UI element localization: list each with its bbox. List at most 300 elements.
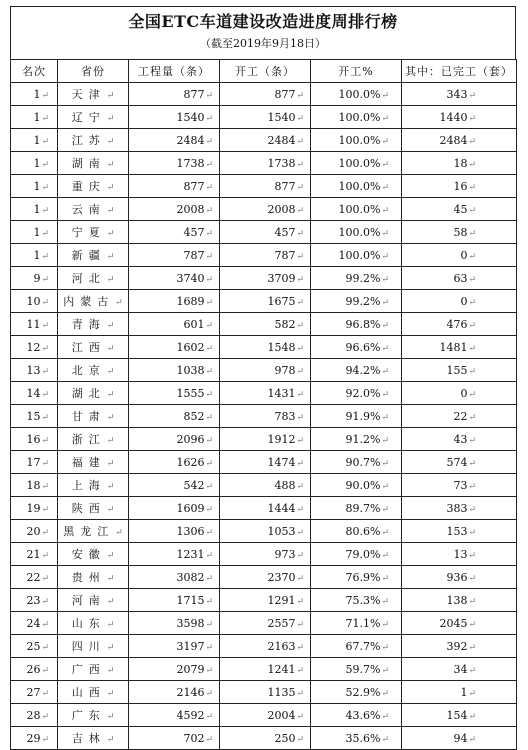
rank-cell: 15↵ xyxy=(11,405,58,428)
column-header-started: 开工（条） xyxy=(220,60,311,83)
paragraph-mark-icon: ↵ xyxy=(381,734,389,745)
province-cell: 山西↵ xyxy=(58,681,129,704)
paragraph-mark-icon: ↵ xyxy=(205,435,213,446)
started-percent-cell: 80.6%↵ xyxy=(311,520,402,543)
paragraph-mark-icon: ↵ xyxy=(296,619,304,630)
paragraph-mark-icon: ↵ xyxy=(468,665,476,676)
paragraph-mark-icon: ↵ xyxy=(41,159,49,170)
paragraph-mark-icon: ↵ xyxy=(296,412,304,423)
paragraph-mark-icon: ↵ xyxy=(205,573,213,584)
province-cell: 贵州↵ xyxy=(58,566,129,589)
column-header-rank: 名次 xyxy=(11,60,58,83)
table-row xyxy=(11,704,517,727)
paragraph-mark-icon: ↵ xyxy=(41,366,49,377)
started-percent-cell: 76.9%↵ xyxy=(311,566,402,589)
paragraph-mark-icon: ↵ xyxy=(296,665,304,676)
paragraph-mark-icon: ↵ xyxy=(205,596,213,607)
paragraph-mark-icon: ↵ xyxy=(106,367,115,377)
province-cell: 天津↵ xyxy=(58,83,129,106)
paragraph-mark-icon: ↵ xyxy=(296,90,304,101)
paragraph-mark-icon: ↵ xyxy=(41,734,49,745)
province-cell: 北京↵ xyxy=(58,359,129,382)
table-row xyxy=(11,428,517,451)
paragraph-mark-icon: ↵ xyxy=(106,390,115,400)
paragraph-mark-icon: ↵ xyxy=(296,435,304,446)
completed-cell: 476↵ xyxy=(402,313,517,336)
rank-cell: 28↵ xyxy=(11,704,58,727)
workload-cell: 3740↵ xyxy=(129,267,220,290)
paragraph-mark-icon: ↵ xyxy=(106,344,115,354)
started-cell: 1291↵ xyxy=(220,589,311,612)
paragraph-mark-icon: ↵ xyxy=(106,91,115,101)
started-percent-cell: 75.3%↵ xyxy=(311,589,402,612)
paragraph-mark-icon: ↵ xyxy=(468,113,476,124)
started-percent-cell: 59.7%↵ xyxy=(311,658,402,681)
paragraph-mark-icon: ↵ xyxy=(205,481,213,492)
paragraph-mark-icon: ↵ xyxy=(106,206,115,216)
paragraph-mark-icon: ↵ xyxy=(106,666,115,676)
paragraph-mark-icon: ↵ xyxy=(41,297,49,308)
rank-cell: 1↵ xyxy=(11,83,58,106)
paragraph-mark-icon: ↵ xyxy=(468,458,476,469)
paragraph-mark-icon: ↵ xyxy=(41,412,49,423)
paragraph-mark-icon: ↵ xyxy=(205,412,213,423)
paragraph-mark-icon: ↵ xyxy=(381,182,389,193)
paragraph-mark-icon: ↵ xyxy=(41,711,49,722)
table-row xyxy=(11,566,517,589)
paragraph-mark-icon: ↵ xyxy=(205,527,213,538)
paragraph-mark-icon: ↵ xyxy=(296,573,304,584)
paragraph-mark-icon: ↵ xyxy=(205,458,213,469)
workload-cell: 1715↵ xyxy=(129,589,220,612)
workload-cell: 3598↵ xyxy=(129,612,220,635)
paragraph-mark-icon: ↵ xyxy=(296,596,304,607)
workload-cell: 3082↵ xyxy=(129,566,220,589)
rank-cell: 1↵ xyxy=(11,106,58,129)
paragraph-mark-icon: ↵ xyxy=(205,619,213,630)
paragraph-mark-icon: ↵ xyxy=(296,136,304,147)
started-cell: 1135↵ xyxy=(220,681,311,704)
completed-cell: 1481↵ xyxy=(402,336,517,359)
completed-cell: 0↵ xyxy=(402,290,517,313)
started-cell: 2004↵ xyxy=(220,704,311,727)
completed-cell: 0↵ xyxy=(402,244,517,267)
paragraph-mark-icon: ↵ xyxy=(296,688,304,699)
paragraph-mark-icon: ↵ xyxy=(205,320,213,331)
province-cell: 新疆↵ xyxy=(58,244,129,267)
paragraph-mark-icon: ↵ xyxy=(205,343,213,354)
table-row xyxy=(11,83,517,106)
column-header-province: 省份 xyxy=(58,60,129,83)
province-cell: 广东↵ xyxy=(58,704,129,727)
paragraph-mark-icon: ↵ xyxy=(205,136,213,147)
province-cell: 湖北↵ xyxy=(58,382,129,405)
paragraph-mark-icon: ↵ xyxy=(296,297,304,308)
started-percent-cell: 96.8%↵ xyxy=(311,313,402,336)
paragraph-mark-icon: ↵ xyxy=(381,136,389,147)
started-cell: 783↵ xyxy=(220,405,311,428)
started-cell: 1053↵ xyxy=(220,520,311,543)
paragraph-mark-icon: ↵ xyxy=(205,665,213,676)
table-row xyxy=(11,313,517,336)
paragraph-mark-icon: ↵ xyxy=(468,642,476,653)
paragraph-mark-icon: ↵ xyxy=(381,504,389,515)
paragraph-mark-icon: ↵ xyxy=(41,389,49,400)
paragraph-mark-icon: ↵ xyxy=(468,412,476,423)
rank-cell: 1↵ xyxy=(11,129,58,152)
paragraph-mark-icon: ↵ xyxy=(468,619,476,630)
paragraph-mark-icon: ↵ xyxy=(115,298,123,308)
workload-cell: 1689↵ xyxy=(129,290,220,313)
paragraph-mark-icon: ↵ xyxy=(41,688,49,699)
paragraph-mark-icon: ↵ xyxy=(468,504,476,515)
paragraph-mark-icon: ↵ xyxy=(296,366,304,377)
table-row xyxy=(11,336,517,359)
started-cell: 2163↵ xyxy=(220,635,311,658)
started-percent-cell: 91.9%↵ xyxy=(311,405,402,428)
paragraph-mark-icon: ↵ xyxy=(41,113,49,124)
workload-cell: 877↵ xyxy=(129,175,220,198)
workload-cell: 1038↵ xyxy=(129,359,220,382)
rank-cell: 27↵ xyxy=(11,681,58,704)
table-row xyxy=(11,520,517,543)
completed-cell: 343↵ xyxy=(402,83,517,106)
workload-cell: 787↵ xyxy=(129,244,220,267)
province-cell: 河北↵ xyxy=(58,267,129,290)
paragraph-mark-icon: ↵ xyxy=(205,711,213,722)
paragraph-mark-icon: ↵ xyxy=(296,113,304,124)
table-row xyxy=(11,589,517,612)
paragraph-mark-icon: ↵ xyxy=(296,642,304,653)
table-row xyxy=(11,290,517,313)
completed-cell: 0↵ xyxy=(402,382,517,405)
completed-cell: 16↵ xyxy=(402,175,517,198)
table-row xyxy=(11,681,517,704)
paragraph-mark-icon: ↵ xyxy=(41,573,49,584)
province-cell: 山东↵ xyxy=(58,612,129,635)
completed-cell: 1440↵ xyxy=(402,106,517,129)
started-percent-cell: 35.6%↵ xyxy=(311,727,402,750)
paragraph-mark-icon: ↵ xyxy=(296,504,304,515)
workload-cell: 457↵ xyxy=(129,221,220,244)
paragraph-mark-icon: ↵ xyxy=(468,527,476,538)
paragraph-mark-icon: ↵ xyxy=(296,734,304,745)
province-cell: 浙江↵ xyxy=(58,428,129,451)
province-cell: 甘肃↵ xyxy=(58,405,129,428)
table-row xyxy=(11,612,517,635)
paragraph-mark-icon: ↵ xyxy=(106,712,115,722)
started-cell: 1444↵ xyxy=(220,497,311,520)
paragraph-mark-icon: ↵ xyxy=(205,297,213,308)
paragraph-mark-icon: ↵ xyxy=(468,251,476,262)
paragraph-mark-icon: ↵ xyxy=(381,343,389,354)
paragraph-mark-icon: ↵ xyxy=(106,436,115,446)
province-cell: 陕西↵ xyxy=(58,497,129,520)
table-row xyxy=(11,198,517,221)
table-row xyxy=(11,221,517,244)
paragraph-mark-icon: ↵ xyxy=(41,435,49,446)
workload-cell: 1626↵ xyxy=(129,451,220,474)
rank-cell: 29↵ xyxy=(11,727,58,750)
province-cell: 广西↵ xyxy=(58,658,129,681)
paragraph-mark-icon: ↵ xyxy=(41,251,49,262)
paragraph-mark-icon: ↵ xyxy=(468,205,476,216)
started-percent-cell: 100.0%↵ xyxy=(311,198,402,221)
workload-cell: 2484↵ xyxy=(129,129,220,152)
workload-cell: 852↵ xyxy=(129,405,220,428)
workload-cell: 877↵ xyxy=(129,83,220,106)
rank-cell: 26↵ xyxy=(11,658,58,681)
rank-cell: 19↵ xyxy=(11,497,58,520)
paragraph-mark-icon: ↵ xyxy=(106,689,115,699)
started-percent-cell: 96.6%↵ xyxy=(311,336,402,359)
started-cell: 1912↵ xyxy=(220,428,311,451)
paragraph-mark-icon: ↵ xyxy=(106,643,115,653)
paragraph-mark-icon: ↵ xyxy=(381,412,389,423)
table-row xyxy=(11,497,517,520)
started-percent-cell: 94.2%↵ xyxy=(311,359,402,382)
rank-cell: 22↵ xyxy=(11,566,58,589)
paragraph-mark-icon: ↵ xyxy=(381,228,389,239)
rank-cell: 18↵ xyxy=(11,474,58,497)
paragraph-mark-icon: ↵ xyxy=(381,435,389,446)
paragraph-mark-icon: ↵ xyxy=(106,597,115,607)
started-percent-cell: 99.2%↵ xyxy=(311,290,402,313)
started-percent-cell: 100.0%↵ xyxy=(311,152,402,175)
rank-cell: 17↵ xyxy=(11,451,58,474)
paragraph-mark-icon: ↵ xyxy=(106,137,115,147)
paragraph-mark-icon: ↵ xyxy=(205,251,213,262)
paragraph-mark-icon: ↵ xyxy=(41,619,49,630)
paragraph-mark-icon: ↵ xyxy=(296,251,304,262)
paragraph-mark-icon: ↵ xyxy=(106,574,115,584)
started-cell: 2008↵ xyxy=(220,198,311,221)
paragraph-mark-icon: ↵ xyxy=(41,136,49,147)
paragraph-mark-icon: ↵ xyxy=(205,228,213,239)
started-cell: 3709↵ xyxy=(220,267,311,290)
paragraph-mark-icon: ↵ xyxy=(106,114,115,124)
paragraph-mark-icon: ↵ xyxy=(106,275,115,285)
page-title: 全国ETC车道建设改造进度周排行榜 xyxy=(128,12,398,31)
paragraph-mark-icon: ↵ xyxy=(381,320,389,331)
paragraph-mark-icon: ↵ xyxy=(205,504,213,515)
paragraph-mark-icon: ↵ xyxy=(41,596,49,607)
paragraph-mark-icon: ↵ xyxy=(296,527,304,538)
paragraph-mark-icon: ↵ xyxy=(296,711,304,722)
paragraph-mark-icon: ↵ xyxy=(205,113,213,124)
paragraph-mark-icon: ↵ xyxy=(468,550,476,561)
province-cell: 辽宁↵ xyxy=(58,106,129,129)
province-cell: 河南↵ xyxy=(58,589,129,612)
paragraph-mark-icon: ↵ xyxy=(106,321,115,331)
paragraph-mark-icon: ↵ xyxy=(205,159,213,170)
started-cell: 1540↵ xyxy=(220,106,311,129)
paragraph-mark-icon: ↵ xyxy=(106,482,115,492)
workload-cell: 1555↵ xyxy=(129,382,220,405)
province-cell: 上海↵ xyxy=(58,474,129,497)
started-cell: 787↵ xyxy=(220,244,311,267)
paragraph-mark-icon: ↵ xyxy=(106,160,115,170)
paragraph-mark-icon: ↵ xyxy=(381,550,389,561)
paragraph-mark-icon: ↵ xyxy=(106,505,115,515)
paragraph-mark-icon: ↵ xyxy=(468,136,476,147)
rank-cell: 1↵ xyxy=(11,244,58,267)
table-row xyxy=(11,451,517,474)
completed-cell: 2484↵ xyxy=(402,129,517,152)
paragraph-mark-icon: ↵ xyxy=(296,550,304,561)
paragraph-mark-icon: ↵ xyxy=(381,113,389,124)
table-row xyxy=(11,405,517,428)
workload-cell: 4592↵ xyxy=(129,704,220,727)
workload-cell: 2079↵ xyxy=(129,658,220,681)
completed-cell: 153↵ xyxy=(402,520,517,543)
started-cell: 2484↵ xyxy=(220,129,311,152)
paragraph-mark-icon: ↵ xyxy=(205,642,213,653)
paragraph-mark-icon: ↵ xyxy=(106,551,115,561)
column-header-started-percent: 开工% xyxy=(311,60,402,83)
rank-cell: 21↵ xyxy=(11,543,58,566)
paragraph-mark-icon: ↵ xyxy=(41,550,49,561)
started-cell: 978↵ xyxy=(220,359,311,382)
rank-cell: 11↵ xyxy=(11,313,58,336)
table-row xyxy=(11,543,517,566)
paragraph-mark-icon: ↵ xyxy=(41,527,49,538)
completed-cell: 383↵ xyxy=(402,497,517,520)
table-row xyxy=(11,635,517,658)
paragraph-mark-icon: ↵ xyxy=(106,413,115,423)
province-cell: 江苏↵ xyxy=(58,129,129,152)
rank-cell: 1↵ xyxy=(11,198,58,221)
paragraph-mark-icon: ↵ xyxy=(468,435,476,446)
completed-cell: 34↵ xyxy=(402,658,517,681)
paragraph-mark-icon: ↵ xyxy=(41,320,49,331)
completed-cell: 18↵ xyxy=(402,152,517,175)
rank-cell: 25↵ xyxy=(11,635,58,658)
province-cell: 内蒙古↵ xyxy=(58,290,129,313)
paragraph-mark-icon: ↵ xyxy=(381,481,389,492)
rank-cell: 1↵ xyxy=(11,152,58,175)
province-cell: 青海↵ xyxy=(58,313,129,336)
started-cell: 1474↵ xyxy=(220,451,311,474)
table-row xyxy=(11,175,517,198)
paragraph-mark-icon: ↵ xyxy=(468,320,476,331)
paragraph-mark-icon: ↵ xyxy=(381,527,389,538)
completed-cell: 13↵ xyxy=(402,543,517,566)
paragraph-mark-icon: ↵ xyxy=(468,366,476,377)
paragraph-mark-icon: ↵ xyxy=(41,205,49,216)
column-header-workload: 工程量（条） xyxy=(129,60,220,83)
paragraph-mark-icon: ↵ xyxy=(468,573,476,584)
rank-cell: 12↵ xyxy=(11,336,58,359)
paragraph-mark-icon: ↵ xyxy=(205,90,213,101)
paragraph-mark-icon: ↵ xyxy=(381,596,389,607)
started-cell: 973↵ xyxy=(220,543,311,566)
started-cell: 457↵ xyxy=(220,221,311,244)
paragraph-mark-icon: ↵ xyxy=(296,458,304,469)
completed-cell: 22↵ xyxy=(402,405,517,428)
paragraph-mark-icon: ↵ xyxy=(381,458,389,469)
paragraph-mark-icon: ↵ xyxy=(381,297,389,308)
started-percent-cell: 89.7%↵ xyxy=(311,497,402,520)
paragraph-mark-icon: ↵ xyxy=(468,711,476,722)
started-cell: 1241↵ xyxy=(220,658,311,681)
paragraph-mark-icon: ↵ xyxy=(106,229,115,239)
province-cell: 吉林↵ xyxy=(58,727,129,750)
paragraph-mark-icon: ↵ xyxy=(381,251,389,262)
paragraph-mark-icon: ↵ xyxy=(41,504,49,515)
workload-cell: 1609↵ xyxy=(129,497,220,520)
rank-cell: 20↵ xyxy=(11,520,58,543)
started-percent-cell: 43.6%↵ xyxy=(311,704,402,727)
paragraph-mark-icon: ↵ xyxy=(468,734,476,745)
paragraph-mark-icon: ↵ xyxy=(381,159,389,170)
started-percent-cell: 92.0%↵ xyxy=(311,382,402,405)
paragraph-mark-icon: ↵ xyxy=(468,228,476,239)
started-percent-cell: 79.0%↵ xyxy=(311,543,402,566)
table-body xyxy=(11,83,517,750)
paragraph-mark-icon: ↵ xyxy=(381,205,389,216)
paragraph-mark-icon: ↵ xyxy=(106,252,115,262)
completed-cell: 936↵ xyxy=(402,566,517,589)
province-cell: 四川↵ xyxy=(58,635,129,658)
rank-cell: 13↵ xyxy=(11,359,58,382)
paragraph-mark-icon: ↵ xyxy=(205,734,213,745)
table-row xyxy=(11,129,517,152)
paragraph-mark-icon: ↵ xyxy=(381,711,389,722)
paragraph-mark-icon: ↵ xyxy=(41,343,49,354)
paragraph-mark-icon: ↵ xyxy=(296,389,304,400)
workload-cell: 1306↵ xyxy=(129,520,220,543)
started-cell: 2557↵ xyxy=(220,612,311,635)
started-percent-cell: 99.2%↵ xyxy=(311,267,402,290)
table-row xyxy=(11,727,517,750)
ranking-sheet xyxy=(10,6,516,750)
workload-cell: 1602↵ xyxy=(129,336,220,359)
started-cell: 877↵ xyxy=(220,83,311,106)
workload-cell: 2146↵ xyxy=(129,681,220,704)
province-cell: 重庆↵ xyxy=(58,175,129,198)
paragraph-mark-icon: ↵ xyxy=(381,274,389,285)
completed-cell: 58↵ xyxy=(402,221,517,244)
workload-cell: 2096↵ xyxy=(129,428,220,451)
paragraph-mark-icon: ↵ xyxy=(296,320,304,331)
paragraph-mark-icon: ↵ xyxy=(468,90,476,101)
paragraph-mark-icon: ↵ xyxy=(468,159,476,170)
started-percent-cell: 100.0%↵ xyxy=(311,175,402,198)
province-cell: 湖南↵ xyxy=(58,152,129,175)
table-header-row xyxy=(11,60,517,83)
started-cell: 250↵ xyxy=(220,727,311,750)
completed-cell: 392↵ xyxy=(402,635,517,658)
paragraph-mark-icon: ↵ xyxy=(205,389,213,400)
table-row xyxy=(11,152,517,175)
page-subtitle: （截至2019年9月18日） xyxy=(200,37,326,50)
province-cell: 云南↵ xyxy=(58,198,129,221)
started-cell: 877↵ xyxy=(220,175,311,198)
started-cell: 488↵ xyxy=(220,474,311,497)
paragraph-mark-icon: ↵ xyxy=(41,228,49,239)
started-cell: 1431↵ xyxy=(220,382,311,405)
paragraph-mark-icon: ↵ xyxy=(468,274,476,285)
paragraph-mark-icon: ↵ xyxy=(205,205,213,216)
workload-cell: 1738↵ xyxy=(129,152,220,175)
rank-cell: 10↵ xyxy=(11,290,58,313)
completed-cell: 43↵ xyxy=(402,428,517,451)
paragraph-mark-icon: ↵ xyxy=(205,550,213,561)
completed-cell: 155↵ xyxy=(402,359,517,382)
started-percent-cell: 100.0%↵ xyxy=(311,106,402,129)
workload-cell: 3197↵ xyxy=(129,635,220,658)
